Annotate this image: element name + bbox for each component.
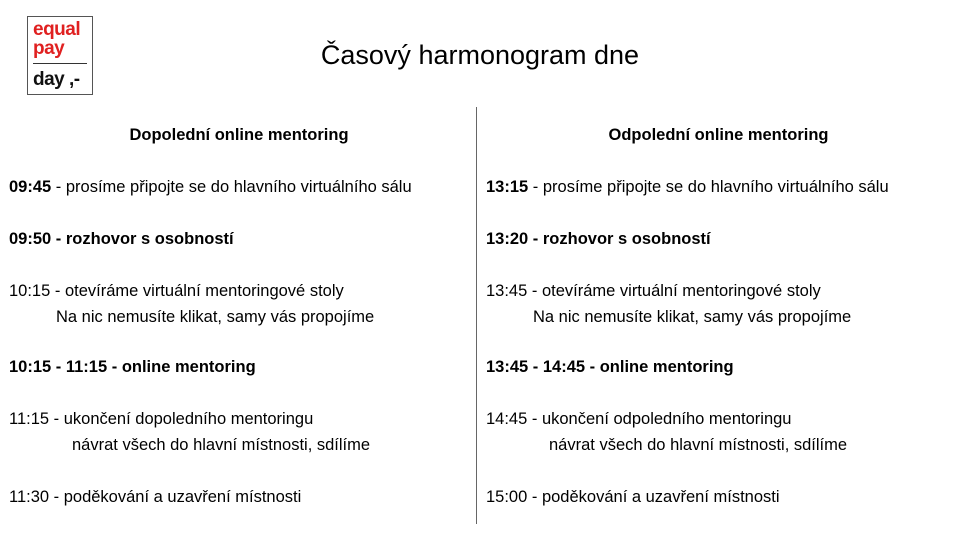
morning-item-connect (9, 177, 412, 197)
morning-item-mentoring: 10:15 - 11:15 - online mentoring (9, 358, 256, 376)
morning-item-closing: 11:30 - poděkování a uzavření místnosti (9, 488, 302, 506)
morning-item-interview: 09:50 - rozhovor s osobností (9, 230, 234, 248)
afternoon-item-closing: 15:00 - poděkování a uzavření místnosti (486, 488, 780, 506)
morning-item-end-note: návrat všech do hlavní místnosti, sdílíme (72, 436, 371, 454)
afternoon-item-connect (486, 177, 889, 197)
morning-item-end: 11:15 - ukončení dopoledního mentoringu (9, 410, 314, 428)
logo-line-pay: pay (33, 38, 65, 59)
afternoon-item-mentoring: 13:45 - 14:45 - online mentoring (486, 358, 734, 376)
afternoon-connect-time: 13:15 (486, 178, 529, 196)
column-divider (476, 107, 477, 524)
afternoon-item-tables-note: Na nic nemusíte klikat, samy vás propojíme (533, 308, 852, 326)
morning-connect-text: - prosíme připojte se do hlavního virtuálního sálu (51, 178, 412, 196)
logo-line-day: day ,- (33, 69, 80, 90)
afternoon-item-end: 14:45 - ukončení odpoledního mentoringu (486, 410, 792, 428)
afternoon-item-end-note: návrat všech do hlavní místnosti, sdílíme (549, 436, 848, 454)
afternoon-item-tables: 13:45 - otevíráme virtuální mentoringové stoly (486, 282, 821, 300)
afternoon-connect-text: - prosíme připojte se do hlavního virtuálního sálu (528, 178, 889, 196)
morning-heading: Dopolední online mentoring (129, 126, 349, 144)
page-title: Časový harmonogram dne (320, 40, 640, 70)
morning-item-tables: 10:15 - otevíráme virtuální mentoringové stoly (9, 282, 344, 300)
afternoon-heading: Odpolední online mentoring (608, 126, 829, 144)
morning-item-tables-note: Na nic nemusíte klikat, samy vás propojíme (56, 308, 375, 326)
afternoon-item-interview: 13:20 - rozhovor s osobností (486, 230, 711, 248)
logo-line-equal: equal (33, 19, 81, 40)
morning-connect-time: 09:45 (9, 178, 52, 196)
